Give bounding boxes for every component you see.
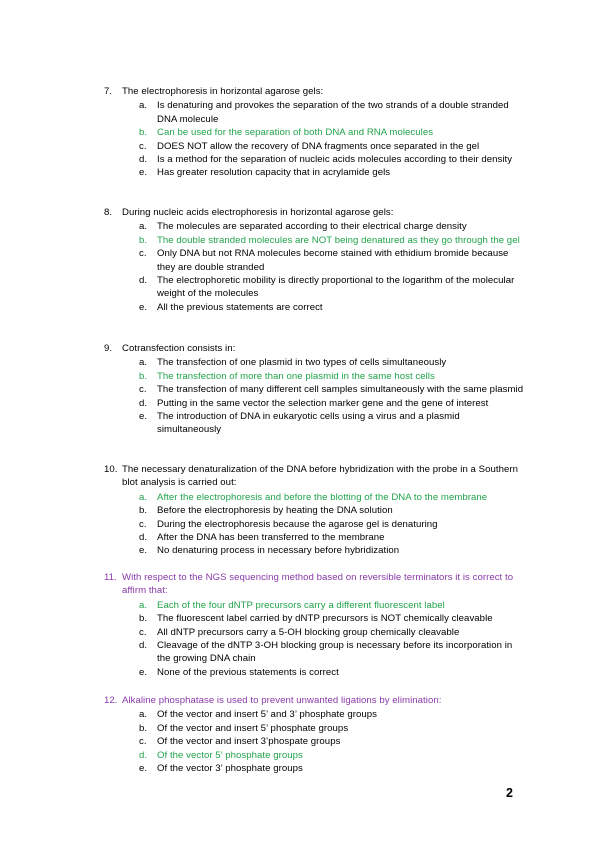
option-text: After the electrophoresis and before the blotting of the DNA to the membrane (157, 491, 488, 503)
option-letter: a. (139, 100, 148, 112)
option-a (139, 99, 524, 126)
answer-options (104, 356, 524, 436)
option-text: Of the vector 3’ phosphate groups (157, 763, 303, 775)
option-text: All dNTP precursors carry a 5-OH blocking group chemically cleavable (157, 626, 460, 638)
option-letter: b. (139, 127, 148, 139)
answer-options (104, 491, 524, 558)
question-number: 12. (104, 695, 118, 706)
question-text: Alkaline phosphatase is used to prevent unwanted ligations by elimination: (122, 695, 442, 706)
question-11 (104, 571, 524, 679)
option-text: Before the electrophoresis by heating the DNA solution (157, 505, 393, 517)
option-e (139, 410, 524, 437)
option-a-correct (139, 599, 524, 612)
option-text: Of the vector and insert 3’phospate groups (157, 736, 341, 748)
option-a (139, 220, 524, 233)
option-c (139, 735, 524, 748)
option-text: The transfection of more than one plasmid in the same host cells (157, 370, 435, 382)
option-letter: a. (139, 491, 148, 503)
option-e (139, 666, 524, 679)
question-10 (104, 463, 524, 558)
question-stem (104, 571, 524, 598)
option-b (139, 504, 524, 517)
option-letter: c. (139, 140, 147, 152)
question-number: 9. (104, 343, 113, 354)
option-letter: d. (139, 154, 148, 166)
option-b (139, 722, 524, 735)
option-letter: c. (139, 248, 147, 260)
option-letter: b. (139, 613, 148, 625)
option-letter: a. (139, 599, 148, 611)
option-d (139, 274, 524, 301)
option-text: Has greater resolution capacity that in acrylamide gels (157, 167, 391, 179)
option-text: The molecules are separated according to their electrical charge density (157, 221, 467, 233)
option-letter: a. (139, 221, 148, 233)
option-b (139, 612, 524, 625)
option-d (139, 397, 524, 410)
option-c (139, 247, 524, 274)
option-text: Of the vector and insert 5’ phosphate groups (157, 722, 349, 734)
option-text: Putting in the same vector the selection marker gene and the gene of interest (157, 397, 489, 409)
option-letter: a. (139, 357, 148, 369)
option-b-correct (139, 234, 524, 247)
option-text: The transfection of one plasmid in two types of cells simultaneously (157, 357, 447, 369)
question-number: 7. (104, 86, 113, 97)
option-d (139, 153, 524, 166)
option-letter: d. (139, 749, 148, 761)
option-text: DOES NOT allow the recovery of DNA fragments once separated in the gel (157, 140, 480, 152)
option-e (139, 166, 524, 179)
option-text: Cleavage of the dNTP 3-OH blocking group is necessary before its incorporation in the growing DNA chain (157, 640, 513, 665)
option-text: The transfection of many different cell samples simultaneously with the same plasmid (157, 384, 524, 396)
option-e (139, 762, 524, 775)
option-text: Only DNA but not RNA molecules become stained with ethidium bromide because they are double stranded (157, 248, 509, 273)
option-letter: a. (139, 709, 148, 721)
question-number: 8. (104, 207, 113, 218)
option-text: All the previous statements are correct (157, 301, 323, 313)
option-text: The fluorescent label carried by dNTP precursors is NOT chemically cleavable (157, 613, 493, 625)
option-text: The double stranded molecules are NOT being denatured as they go through the gel (157, 234, 520, 246)
option-text: Is a method for the separation of nucleic acids molecules according to their density (157, 154, 513, 166)
option-letter: c. (139, 384, 147, 396)
question-text: With respect to the NGS sequencing method based on reversible terminators it is correct to affirm that: (122, 572, 514, 597)
option-letter: c. (139, 626, 147, 638)
question-stem (104, 206, 524, 219)
page-number: 2 (506, 786, 513, 800)
option-letter: e. (139, 167, 148, 179)
question-8 (104, 206, 524, 314)
question-12 (104, 694, 524, 775)
option-text: The electrophoretic mobility is directly proportional to the logarithm of the molecular weight of the molecules (157, 275, 515, 300)
question-stem (104, 342, 524, 355)
answer-options (104, 99, 524, 179)
option-text: No denaturing process in necessary before hybridization (157, 545, 400, 557)
option-e (139, 544, 524, 557)
question-text: The electrophoresis in horizontal agarose gels: (122, 86, 324, 97)
option-text: Can be used for the separation of both DNA and RNA molecules (157, 127, 434, 139)
question-text: Cotransfection consists in: (122, 343, 236, 354)
option-letter: b. (139, 370, 148, 382)
option-letter: b. (139, 234, 148, 246)
option-letter: e. (139, 666, 148, 678)
answer-options (104, 220, 524, 314)
option-letter: c. (139, 736, 147, 748)
option-text: None of the previous statements is correct (157, 666, 339, 678)
option-letter: c. (139, 518, 147, 530)
option-letter: d. (139, 640, 148, 652)
question-text: The necessary denaturalization of the DNA before hybridization with the probe in a Southern blot analysis is carried out: (122, 464, 518, 489)
question-text: During nucleic acids electrophoresis in horizontal agarose gels: (122, 207, 394, 218)
question-stem (104, 463, 524, 490)
option-b-correct (139, 126, 524, 139)
option-text: Of the vector and insert 5’ and 3’ phosphate groups (157, 709, 377, 721)
option-e (139, 301, 524, 314)
option-text: Of the vector 5’ phosphate groups (157, 749, 303, 761)
option-c (139, 626, 524, 639)
option-text: After the DNA has been transferred to the membrane (157, 532, 385, 544)
option-d (139, 531, 524, 544)
option-a-correct (139, 491, 524, 504)
question-number: 10. (104, 464, 118, 475)
option-letter: e. (139, 301, 148, 313)
option-letter: e. (139, 545, 148, 557)
question-7 (104, 85, 524, 180)
option-d (139, 639, 524, 666)
answer-options (104, 708, 524, 775)
question-stem (104, 694, 524, 707)
question-number: 11. (104, 572, 117, 583)
option-d-correct (139, 749, 524, 762)
question-stem (104, 85, 524, 98)
option-letter: b. (139, 505, 148, 517)
option-letter: d. (139, 275, 148, 287)
option-text: The introduction of DNA in eukaryotic cells using a virus and a plasmid simultaneously (157, 411, 460, 436)
option-letter: b. (139, 722, 148, 734)
option-letter: d. (139, 397, 148, 409)
option-text: During the electrophoresis because the agarose gel is denaturing (157, 518, 438, 530)
answer-options (104, 599, 524, 679)
option-b-correct (139, 370, 524, 383)
option-a (139, 708, 524, 721)
option-letter: e. (139, 411, 148, 423)
option-text: Each of the four dNTP precursors carry a different fluorescent label (157, 599, 445, 611)
option-letter: d. (139, 532, 148, 544)
option-letter: e. (139, 763, 148, 775)
option-c (139, 140, 524, 153)
option-text: Is denaturing and provokes the separation of the two strands of a double stranded DNA molecule (157, 100, 509, 125)
option-a (139, 356, 524, 369)
question-9 (104, 342, 524, 437)
option-c (139, 383, 524, 396)
option-c (139, 518, 524, 531)
